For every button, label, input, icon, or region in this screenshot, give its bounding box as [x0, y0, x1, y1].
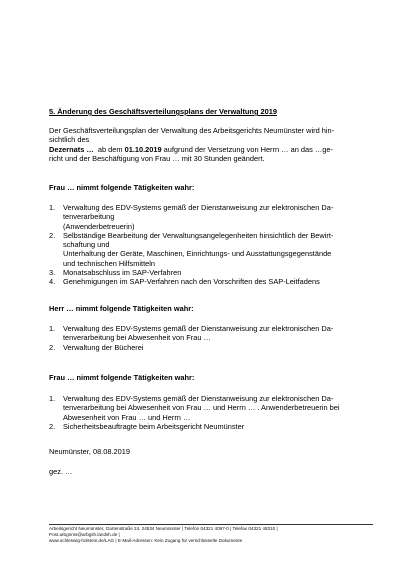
- task-text-line: Verwaltung des EDV-Systems gemäß der Dienstanweisung zur elektronischen Da-: [63, 324, 334, 333]
- task-item: [49, 277, 373, 286]
- task-text-line: tenverarbeitung bei Abwesenheit von Frau …: [63, 333, 211, 343]
- intro-line: Der Geschäftsverteilungsplan der Verwaltung des Arbeitsgerichts Neumünster wird hin-: [49, 126, 335, 135]
- task-text-line: Verwaltung der Bücherei: [63, 342, 144, 352]
- place-date: Neumünster, 08.08.2019: [49, 447, 130, 456]
- task-text-line: Verwaltung des EDV-Systems gemäß der Dienstanweisung zur elektronischen Da-: [63, 203, 334, 212]
- intro-line: richt und der Beschäftigung von Frau … mit 30 Stunden geändert.: [49, 153, 265, 163]
- footer-address: Arbeitsgericht Neumünster, Gartenstraße 24, 24534 Neumünster | Telefon 04321 4097-0 | Telefax 04321 48310 |: [49, 526, 278, 531]
- task-item: [49, 203, 373, 231]
- task-text-line: Genehmigungen im SAP-Verfahren nach den Vorschriften des SAP-Leitfadens: [63, 277, 320, 287]
- intro-line: Dezernats … ab dem 01.10.2019 aufgrund der Versetzung von Herrn … an das …ge-: [49, 144, 333, 154]
- task-text-line: tenverarbeitung bei Abwesenheit von Frau … und Herrn … . Anwenderbetreuerin bei: [63, 403, 340, 413]
- task-item: [49, 268, 373, 277]
- intro-line: sichtlich des: [49, 135, 90, 145]
- task-text-line: Monatsabschluss im SAP-Verfahren: [63, 268, 182, 278]
- task-text-line: Unterhaltung der Geräte, Maschinen, Einrichtungs- und Ausstattungsgegenstände: [63, 249, 332, 259]
- task-item: [49, 324, 373, 343]
- footer-divider: [49, 524, 373, 525]
- section-title: 5. Änderung des Geschäftsverteilungsplans der Verwaltung 2019: [49, 107, 277, 116]
- task-text-line: tenverarbeitung: [63, 212, 115, 222]
- intro-paragraph: [49, 126, 373, 163]
- task-text-line: Abwesenheit von Frau … und Herrn …: [63, 412, 191, 422]
- signature: gez. …: [49, 467, 73, 476]
- dezernat-label: Dezernats …: [49, 144, 94, 154]
- group1-heading: Frau … nimmt folgende Tätigkeiten wahr:: [49, 183, 195, 192]
- task-number: 2.: [49, 421, 56, 431]
- effective-date: 01.10.2019: [124, 144, 162, 154]
- group2-heading: Herr … nimmt folgende Tätigkeiten wahr:: [49, 304, 194, 313]
- task-item: [49, 422, 373, 431]
- task-item: [49, 343, 373, 352]
- task-item: [49, 394, 373, 422]
- task-text-line: Verwaltung des EDV-Systems gemäß der Dienstanweisung zur elektronischen Da-: [63, 394, 334, 403]
- task-text-line: Selbständige Bearbeitung der Verwaltungsangelegenheiten hinsichtlich der Bewirt-: [63, 230, 334, 240]
- task-text-line: schaftung und: [63, 240, 110, 250]
- task-text-line: (Anwenderbetreuerin): [63, 221, 135, 231]
- task-number: 4.: [49, 277, 56, 287]
- footer: [49, 526, 379, 545]
- group2-task-list: [49, 324, 373, 352]
- task-number: 3.: [49, 268, 56, 278]
- group3-heading: Frau … nimmt folgende Tätigkeiten wahr:: [49, 373, 195, 382]
- task-number: 1.: [49, 394, 56, 403]
- task-number: 2.: [49, 230, 56, 240]
- task-text-line: und technischen Hilfsmitteln: [63, 258, 156, 268]
- footer-website: www.schleswig-holstein.de/LAG | E-Mail-Adressen: Kein Zugang für verschlüsselte Dokumente: [49, 538, 243, 544]
- task-number: 1.: [49, 324, 56, 333]
- task-item: [49, 231, 373, 268]
- task-number: 2.: [49, 342, 56, 352]
- footer-email: Post.arbgnms@arbgsh.landsh.de |: [49, 532, 120, 538]
- group3-task-list: [49, 394, 373, 431]
- group1-task-list: [49, 203, 373, 287]
- task-number: 1.: [49, 203, 56, 212]
- task-text-line: Sicherheitsbeauftragte beim Arbeitsgericht Neumünster: [63, 421, 245, 431]
